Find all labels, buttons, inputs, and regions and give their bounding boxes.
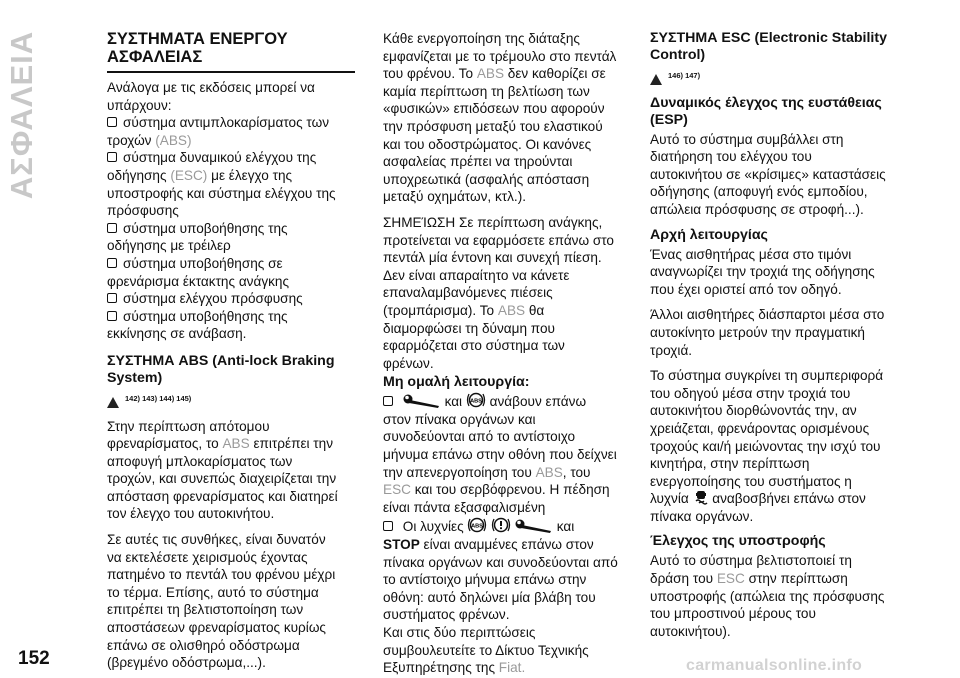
note: φρένων. — [383, 355, 434, 371]
list-item-cont: οθόνη: αυτό δηλώνει μία βλάβη του — [383, 589, 596, 605]
paragraph: Σε αυτές τις συνθήκες, είναι δυνατόν — [107, 532, 326, 548]
esc-warning-refs: 146) 147) — [650, 67, 900, 85]
list-item: σύστημα υποβοήθησης σε — [107, 255, 355, 273]
list-item-cont: ESC και του σερβόφρενου. Η πέδηση — [383, 482, 610, 498]
column-right — [650, 30, 900, 640]
bullet-icon — [107, 117, 117, 127]
svg-text:ABS: ABS — [469, 398, 482, 405]
paragraph: αναγνωρίζει την τροχιά της οδήγησης — [650, 264, 875, 280]
paragraph: συμβουλευτείτε το Δίκτυο Τεχνικής — [383, 642, 589, 658]
paragraph: αυτοκινήτου σε «κρίσιμες» καταστάσεις — [650, 166, 886, 182]
paragraph: τροχιά. — [650, 342, 693, 358]
paragraph: ασφαλείας πρέπει να τηρούνται — [383, 154, 573, 170]
esc-skid-icon — [693, 490, 709, 506]
list-item-cont: STOP είναι αναμμένες επάνω στον — [383, 537, 594, 553]
note: εφαρμόζεται στο σύστημα των — [383, 338, 565, 354]
list-item: σύστημα αντιμπλοκαρίσματος των — [107, 114, 355, 132]
paragraph: απόσταση φρεναρίσματος και διατηρεί — [107, 488, 338, 504]
paragraph: πατημένο το πεντάλ του φρένου μέχρι — [107, 567, 336, 583]
paragraph: εμφανίζεται με το τρέμουλο στο πεντάλ — [383, 48, 617, 64]
bullet-icon — [107, 311, 117, 321]
list-item: σύστημα υποβοήθησης της — [107, 220, 355, 238]
list-item-cont: οδήγησης (ESC) με έλεγχο της — [107, 167, 293, 183]
list-item-cont: είναι πάντα εξασφαλισμένη — [383, 499, 546, 515]
esc-heading: ΣΥΣΤΗΜΑ ESC (Electronic Stability Control) — [650, 30, 887, 63]
abs-heading: ΣΥΣΤΗΜΑ ABS (Anti-lock Braking System) — [107, 352, 335, 386]
list-item-cont: συνοδεύονται από το αντίστοιχο — [383, 429, 576, 445]
paragraph: Ανάλογα με τις εκδόσεις μπορεί να — [107, 80, 315, 95]
paragraph: αποστάσεων φρεναρίσματος κυρίως — [107, 620, 326, 636]
paragraph: Ένας αισθητήρας μέσα στο τιμόνι — [650, 246, 852, 262]
list-item-cont: οδήγησης με τρέιλερ — [107, 238, 231, 254]
bullet-icon — [107, 293, 117, 303]
paragraph: ενεργοποίησης του συστήματος η — [650, 473, 852, 489]
malfunction-heading: Μη ομαλή λειτουργία: — [383, 374, 530, 391]
note: προτείνεται να εφαρμόσετε επάνω στο — [383, 232, 614, 248]
wrench-icon — [515, 518, 553, 534]
paragraph: χρειάζεται, φρενάροντας ορισμένους — [650, 420, 870, 436]
paragraph: φρεναρίσματος, το ABS επιτρέπει την — [107, 436, 334, 452]
list-item-cont: υποστροφής και σύστημα ελέγχου της — [107, 185, 336, 201]
list-item-cont: συστήματος φρένων. — [383, 607, 510, 623]
paragraph: αυτοκινήτου διορθώνοντάς την, αν — [650, 403, 857, 419]
paragraph: κινητήρα, στην περίπτωση — [650, 456, 810, 472]
note: (τρομπάρισμα). Το ABS θα — [383, 302, 545, 318]
warning-triangle-icon — [650, 74, 662, 85]
paragraph: υποστροφής (απώλεια της πρόσφυσης — [650, 588, 885, 604]
paragraph: τροχών, και συνεπώς διαχειρίζεται την — [107, 471, 337, 487]
section-title: ΑΣΦΑΛΕΙΑ — [4, 30, 39, 200]
paragraph: Στην περίπτωση απότομου — [107, 418, 270, 434]
wrench-icon — [403, 393, 441, 409]
list-item-cont: τροχών (ABS) — [107, 132, 192, 148]
bullet-icon — [383, 396, 393, 406]
warning-triangle-icon — [107, 397, 119, 408]
bullet-icon — [107, 152, 117, 162]
paragraph: του οδηγού μέσα στην τροχιά του — [650, 385, 851, 401]
abs-warning-icon — [466, 391, 486, 409]
note: διαμορφώσει τη δύναμη που — [383, 320, 555, 336]
page-number: 152 — [18, 648, 50, 669]
paragraph: και του οδοστρώματος. Οι κανόνες — [383, 136, 592, 152]
bullet-icon — [383, 521, 393, 531]
list-item-cont: φρενάρισμα έκτακτης ανάγκης — [107, 273, 290, 289]
paragraph: καμία περίπτωση τη βελτίωση των — [383, 83, 590, 99]
svg-text:ABS: ABS — [471, 523, 484, 530]
bullet-icon — [107, 258, 117, 268]
paragraph: Κάθε ενεργοποίηση της διάταξης — [383, 31, 580, 46]
paragraph: υπάρχουν: — [107, 97, 172, 113]
brake-warning-icon — [491, 516, 511, 534]
note: ΣΗΜΕΊΩΣΗ Σε περίπτωση ανάγκης, — [383, 214, 603, 230]
abs-warning-icon — [467, 516, 487, 534]
paragraph: απώλεια πρόσφυσης σε στροφή...). — [650, 201, 864, 217]
column-middle — [383, 30, 631, 677]
paragraph: επάνω σε ολισθηρό οδόστρωμα — [107, 637, 300, 653]
paragraph: την πρόσφυση μεταξύ του ελαστικού — [383, 118, 603, 134]
paragraph: οδήγησης (αποφυγή ενός εμποδίου, — [650, 184, 868, 200]
list-item: σύστημα ελέγχου πρόσφυσης — [107, 290, 355, 308]
paragraph: «φυσικών» επιδόσεων που αφορούν — [383, 101, 605, 117]
column-left — [107, 30, 355, 672]
list-item: σύστημα δυναμικού ελέγχου της — [107, 149, 355, 167]
note: Δεν είναι απαραίτητο να κάνετε — [383, 267, 570, 283]
list-item-cont: την απενεργοποίηση του ABS, του — [383, 464, 591, 480]
paragraph: του μπροστινού μέρους του — [650, 606, 816, 622]
paragraph: να εκτελέσετε χειρισμούς έχοντας — [107, 549, 308, 565]
paragraph: Εξυπηρέτησης της Fiat. — [383, 660, 526, 676]
paragraph: Αυτό το σύστημα βελτιστοποιεί τη — [650, 553, 852, 569]
paragraph: του φρένου. Το ABS δεν καθορίζει σε — [383, 66, 606, 82]
understeer-heading: Έλεγχος της υποστροφής — [650, 533, 826, 550]
paragraph: επιτρέπει τη βελτιστοποίηση των — [107, 602, 304, 618]
paragraph: αυτοκίνητο μετρούν την πραγματική — [650, 324, 865, 340]
paragraph: υποχρεωτικά (ασφαλής απόσταση — [383, 171, 590, 187]
paragraph: Το σύστημα συγκρίνει τη συμπεριφορά — [650, 368, 884, 384]
list-item-cont: πίνακα οργάνων και συνοδεύονται από — [383, 554, 618, 570]
paragraph: πίνακα οργάνων. — [650, 508, 754, 524]
paragraph: το τέρμα. Επίσης, αυτό το σύστημα — [107, 584, 319, 600]
paragraph: Και στις δύο περιπτώσεις — [383, 625, 536, 640]
paragraph: που έχει οριστεί από τον οδηγό. — [650, 281, 842, 297]
list-item: σύστημα υποβοήθησης της — [107, 308, 355, 326]
paragraph: τον έλεγχο του αυτοκινήτου. — [107, 506, 275, 522]
paragraph: τροχούς και/ή μειώνοντας την ισχύ του — [650, 438, 881, 454]
paragraph: δράση του ESC στην περίπτωση — [650, 571, 848, 587]
list-item-cont: μήνυμα επάνω στην οθόνη που δείχνει — [383, 447, 617, 463]
watermark: carmanualsonline.info — [686, 657, 863, 674]
list-item-cont: στον πίνακα οργάνων και — [383, 411, 536, 427]
note: πεντάλ μία έντονη και συνεχή πίεση. — [383, 250, 602, 266]
stability-heading: Δυναμικός έλεγχος της ευστάθειας (ESP) — [650, 94, 882, 128]
paragraph: λυχνία αναβοσβήνει επάνω στον — [650, 491, 866, 507]
list-item-cont: το αντίστοιχο μήνυμα επάνω στην — [383, 572, 587, 588]
list-item: Οι λυχνίες ABS και — [383, 516, 631, 536]
section-sidebar — [2, 20, 42, 210]
list-item-cont: πρόσφυσης — [107, 203, 179, 219]
list-item-cont: εκκίνησης σε ανάβαση. — [107, 326, 247, 342]
active-safety-heading: ΣΥΣΤΗΜΑΤΑ ΕΝΕΡΓΟΥ ΑΣΦΑΛΕΙΑΣ — [107, 30, 355, 73]
paragraph: Αυτό το σύστημα συμβάλλει στη — [650, 131, 844, 147]
operation-heading: Αρχή λειτουργίας — [650, 226, 768, 243]
paragraph: αυτοκινήτου). — [650, 623, 731, 639]
paragraph: (βρεγμένο οδόστρωμα,...). — [107, 655, 266, 671]
paragraph: Άλλοι αισθητήρες διάσπαρτοι μέσα στο — [650, 307, 885, 323]
paragraph: αποφυγή μπλοκαρίσματος των — [107, 453, 293, 469]
note: επαναλαμβανόμενες πιέσεις — [383, 285, 553, 301]
bullet-icon — [107, 223, 117, 233]
abs-warning-refs: 142) 143) 144) 145) — [107, 390, 355, 408]
paragraph: μεταξύ οχημάτων, κτλ.). — [383, 189, 526, 205]
paragraph: διατήρηση του ελέγχου του — [650, 149, 812, 165]
list-item: και ABS ανάβουν επάνω — [383, 391, 631, 411]
